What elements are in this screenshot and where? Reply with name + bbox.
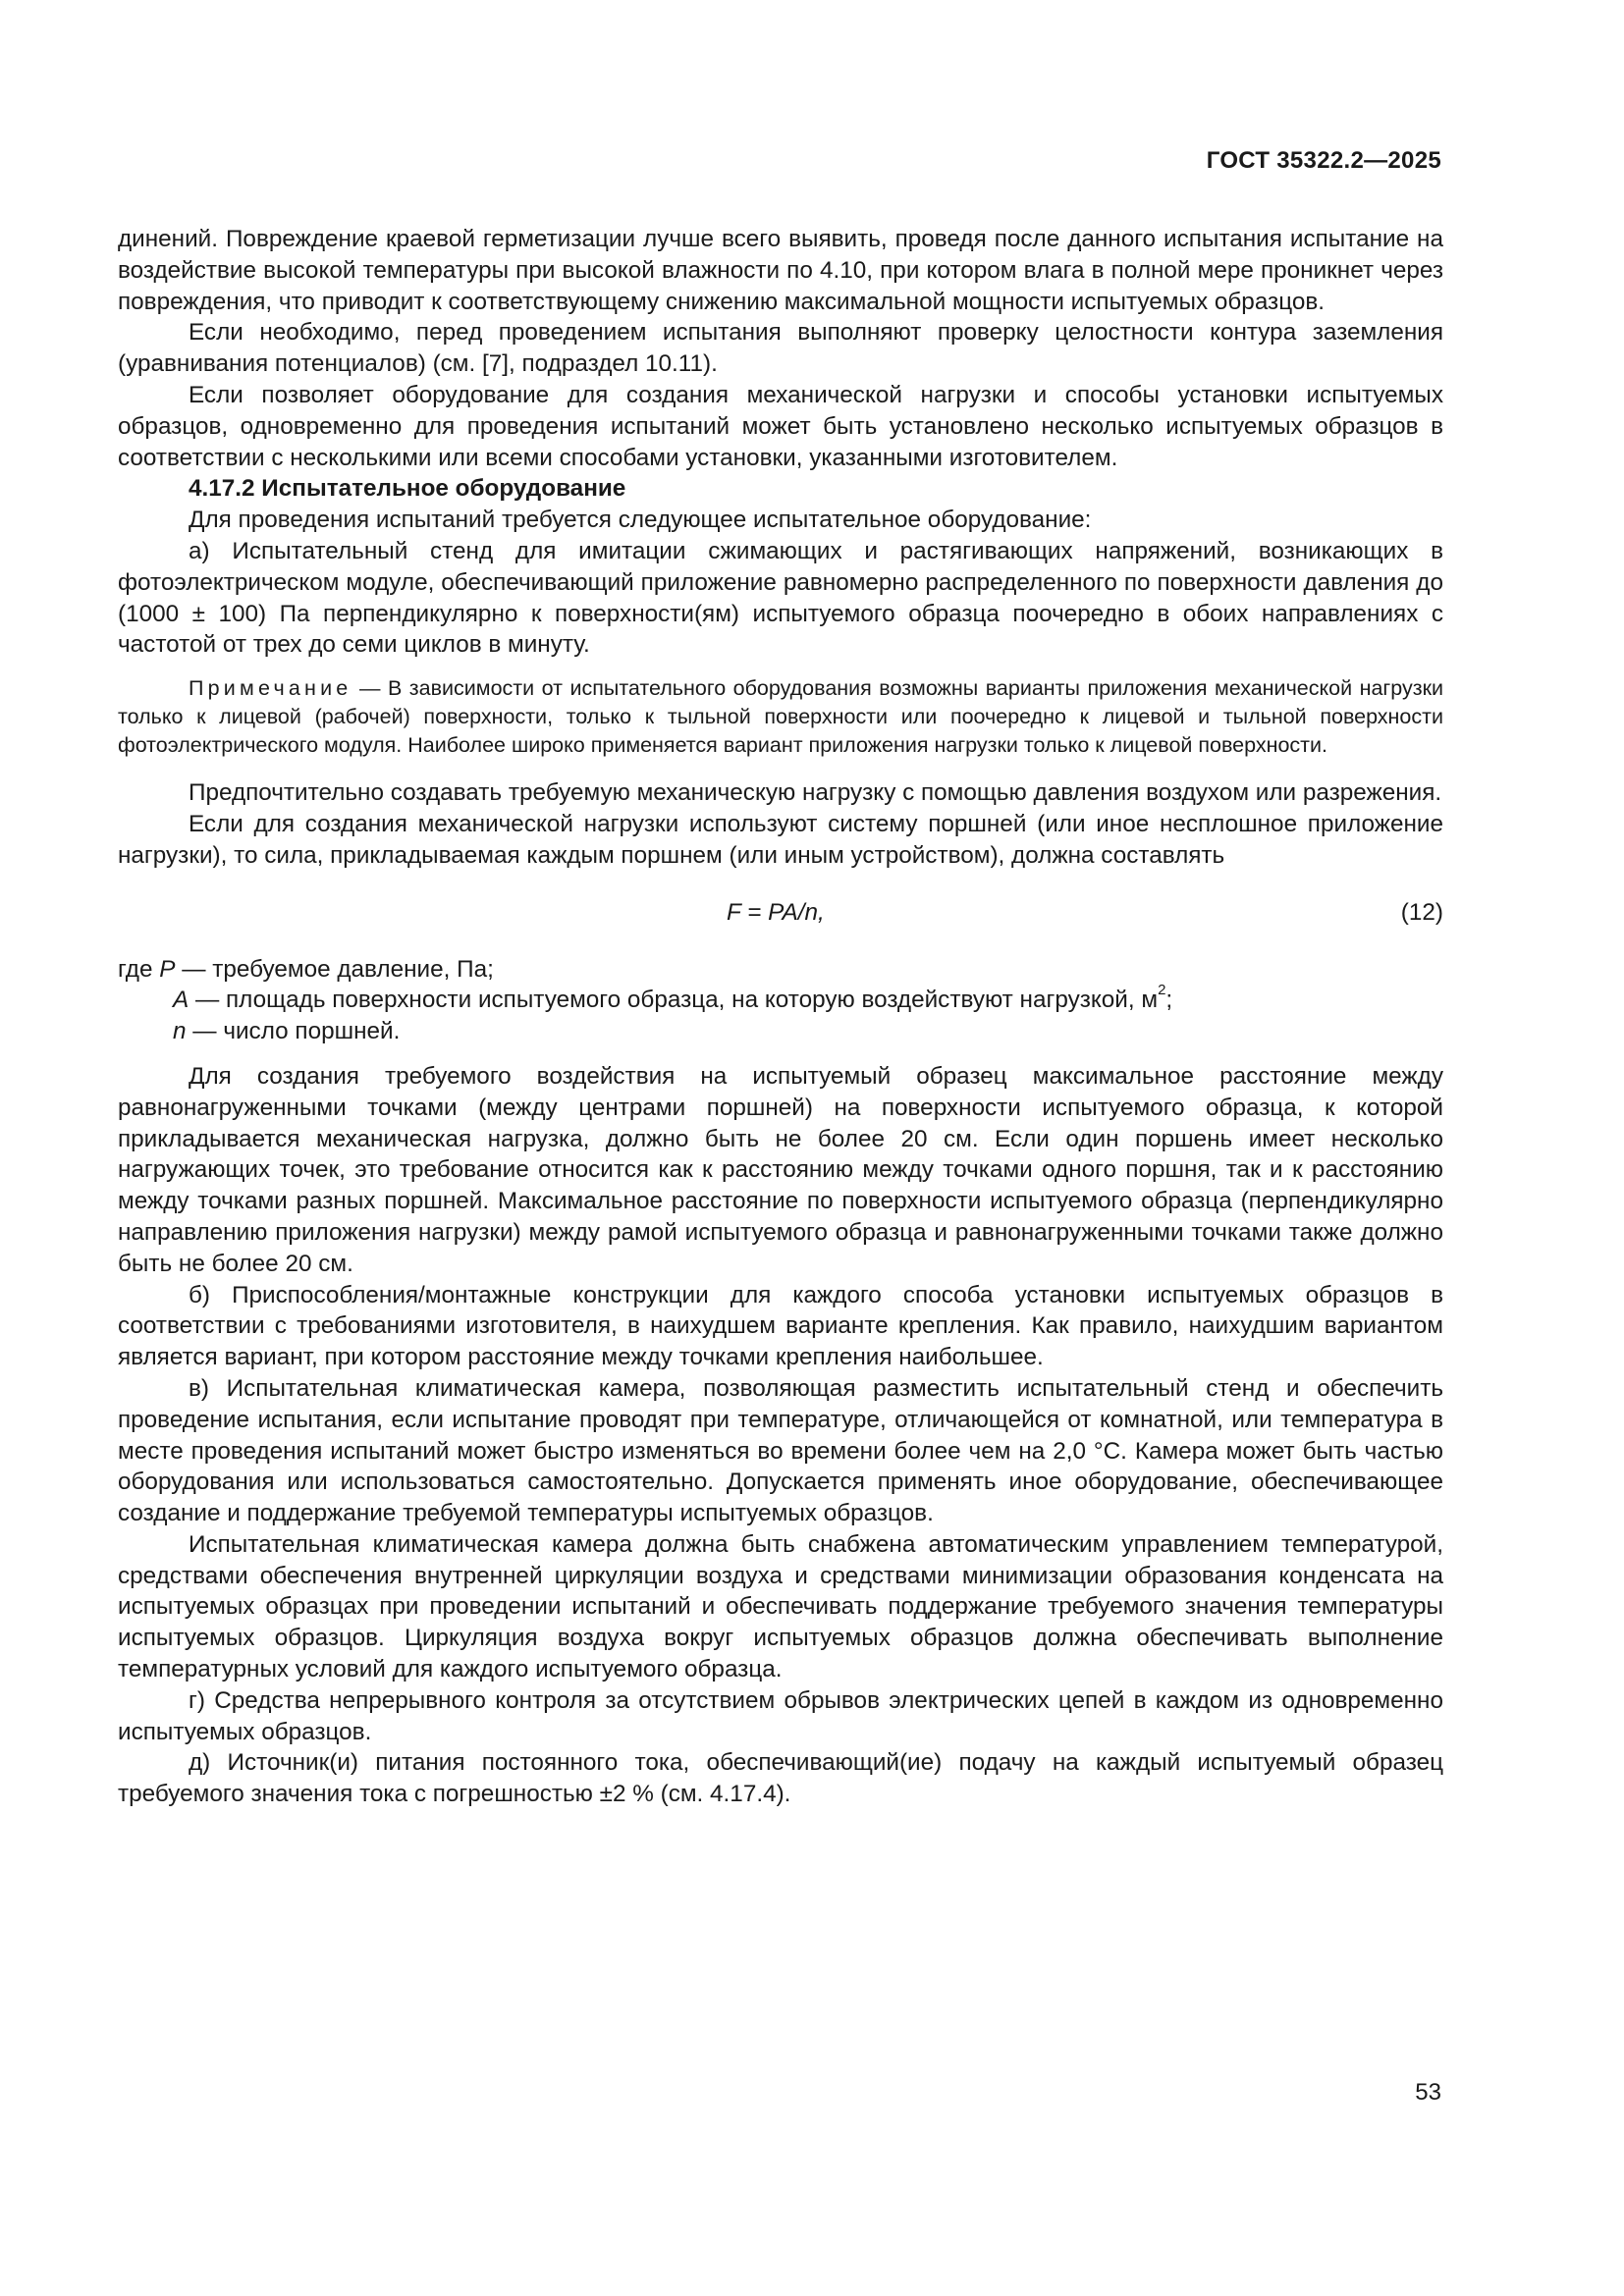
definition-p: где P — требуемое давление, Па; xyxy=(118,955,494,983)
section-heading: 4.17.2 Испытательное оборудование xyxy=(189,475,626,503)
paragraph-pistons: Если для создания механической нагрузки используют систему поршней (или иное несплошное приложение нагрузки), то сила, прикладываемая каждым поршнем (или иным устройством), должна составлять xyxy=(118,810,1443,869)
note-block xyxy=(118,674,1443,760)
paragraph-climate-chamber: Испытательная климатическая камера должна быть снабжена автоматическим управлением температурой, средствами обеспечения внутренней циркуляции воздуха и средствами минимизации образования конденсата на испытуемых образцах при проведении испытаний и обеспечивать поддержание требуемого значения температуры испытуемых образцов. Циркуляция воздуха вокруг испытуемых образцов должна обеспечивать выполнение температурных условий для каждого испытуемого образца. xyxy=(118,1530,1443,1683)
symbol-n: n xyxy=(173,1018,187,1045)
document-code-header: ГОСТ 35322.2—2025 xyxy=(1206,147,1441,174)
paragraph-multiple-samples: Если позволяет оборудование для создания механической нагрузки и способы установки испытуемых образцов, одновременно для проведения испытаний может быть установлено несколько испытуемых образцов в соответствии с несколькими или всеми способами установки, указанными изготовителем. xyxy=(118,381,1443,471)
formula-number: (12) xyxy=(1400,898,1443,926)
paragraph-distance-requirement: Для создания требуемого воздействия на испытуемый образец максимальное расстояние между равнонагруженными точками (между центрами поршней) на поверхности испытуемого образца, к которой прикладывается механическая нагрузка, должно быть не более 20 см. Если один поршень имеет несколько нагружающих точек, это требование относится как к расстоянию между точками одного поршня, так и к расстоянию между точками разных поршней. Максимальное расстояние по поверхности испытуемого образца (перпендикулярно направлению приложения нагрузки) между рамой испытуемого образца и равнонагруженными точками также должно быть не более 20 см. xyxy=(118,1062,1443,1277)
note-dash: — xyxy=(352,676,388,701)
list-item-v: в) Испытательная климатическая камера, позволяющая разместить испытательный стенд и обеспечить проведение испытания, если испытание проводят при температуре, отличающейся от комнатной, или температура в месте проведения испытаний может быстро изменяться во времени более чем на 2,0 °С. Камера может быть частью оборудования или использоваться самостоятельно. Допускается применять иное оборудование, обеспечивающее создание и поддержание требуемой температуры испытуемых образцов. xyxy=(118,1374,1443,1527)
note-label: Примечание xyxy=(189,676,352,701)
paragraph-air-pressure: Предпочтительно создавать требуемую механическую нагрузку с помощью давления воздухом или разрежения. xyxy=(189,779,1442,807)
paragraph-grounding-check: Если необходимо, перед проведением испытания выполняют проверку целостности контура заземления (уравнивания потенциалов) (см. [7], подраздел 10.11). xyxy=(118,319,1443,378)
symbol-p: P xyxy=(159,955,176,983)
section-intro: Для проведения испытаний требуется следующее испытательное оборудование: xyxy=(189,507,1092,534)
list-item-g: г) Средства непрерывного контроля за отсутствием обрывов электрических цепей в каждом из одновременно испытуемых образцов. xyxy=(118,1686,1443,1745)
formula-definitions xyxy=(118,954,1443,1047)
body-text xyxy=(118,224,1443,1810)
list-item-b: б) Приспособления/монтажные конструкции для каждого способа установки испытуемых образцов в соответствии с требованиями изготовителя, в наихудшем варианте крепления. Как правило, наихудшим вариантом является вариант, при котором расстояние между точками крепления наибольшее. xyxy=(118,1281,1443,1371)
formula-expression: F = PA/n, xyxy=(727,898,825,926)
formula-row xyxy=(118,889,1443,934)
symbol-a: A xyxy=(173,987,189,1014)
note-text: В зависимости от испытательного оборудования возможны варианты приложения механической нагрузки только к лицевой (рабочей) поверхности, только к тыльной поверхности или поочередно к лицевой и тыльной поверхности фотоэлектрического модуля. Наиболее широко применяется вариант приложения нагрузки только к лицевой поверхности. xyxy=(118,676,1443,758)
list-item-a: а) Испытательный стенд для имитации сжимающих и растягивающих напряжений, возникающих в фотоэлектрическом модуле, обеспечивающий приложение равномерно распределенного по поверхности давления до (1000 ± 100) Па перпендикулярно к поверхности(ям) испытуемого образца поочередно в обоих направлениях с частотой от трех до семи циклов в минуту. xyxy=(118,537,1443,659)
list-item-d: д) Источник(и) питания постоянного тока, обеспечивающий(ие) подачу на каждый испытуемый образец требуемого значения тока с погрешностью ±2 % (см. 4.17.4). xyxy=(118,1749,1443,1808)
paragraph-continuation: динений. Повреждение краевой герметизации лучше всего выявить, проведя после данного испытания испытание на воздействие высокой температуры при высокой влажности по 4.10, при котором влага в полной мере проникнет через повреждения, что приводит к соответствующему снижению максимальной мощности испытуемых образцов. xyxy=(118,226,1443,315)
page-number: 53 xyxy=(1415,2079,1441,2106)
definition-n: n — число поршней. xyxy=(173,1018,401,1045)
unit-superscript: 2 xyxy=(1158,982,1166,999)
definition-a: A — площадь поверхности испытуемого образца, на которую воздействуют нагрузкой, $м^2$; xyxy=(173,982,1173,1014)
